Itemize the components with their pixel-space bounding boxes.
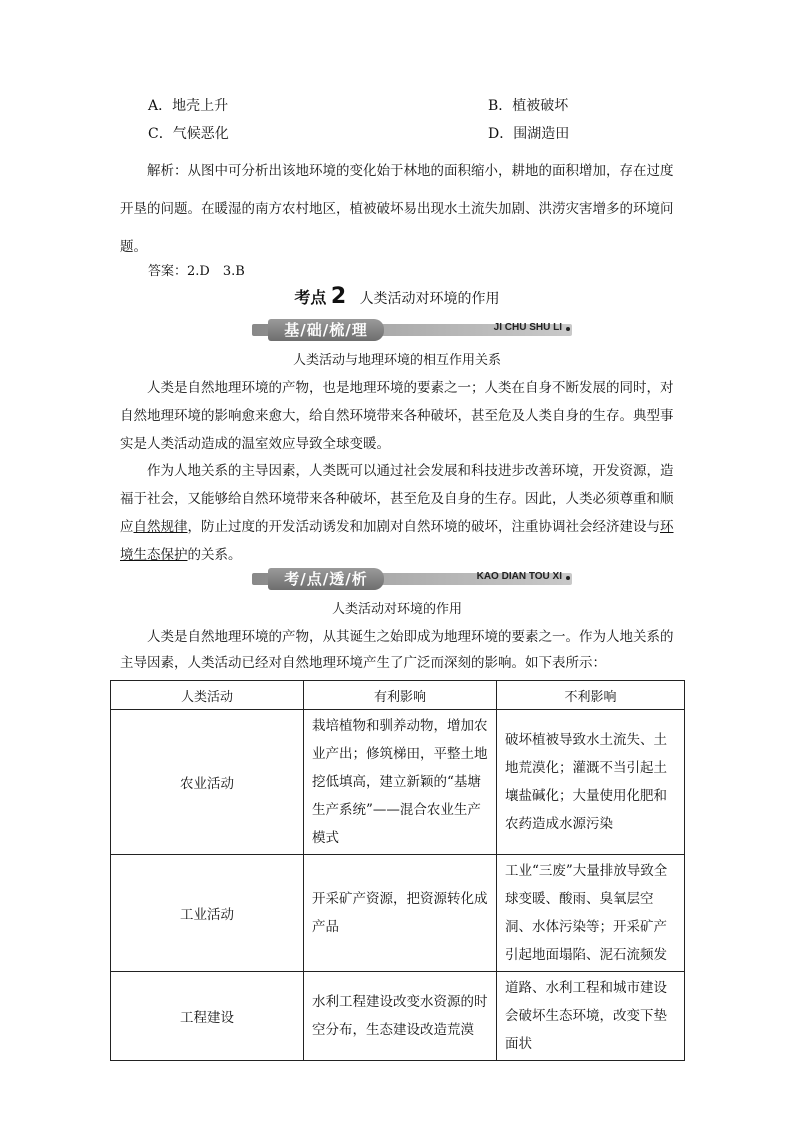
- banner-dot-icon: [566, 327, 570, 331]
- section-heading: [0, 284, 794, 309]
- section-title: 人类活动对环境的作用: [359, 291, 500, 307]
- table-cell-good: 开采矿产资源，把资源转化成产品: [304, 855, 497, 972]
- banner-analysis: [252, 568, 572, 590]
- subtitle-analysis: 人类活动对环境的作用: [331, 602, 462, 617]
- text-span: 的关系。: [187, 547, 242, 563]
- table-cell-good: 水利工程建设改变水资源的时空分布，生态建设改造荒漠: [304, 972, 497, 1061]
- option-a: A．地壳上升: [148, 98, 229, 114]
- banner-label: 基/础/梳/理: [268, 319, 384, 341]
- table-cell-activity: 工业活动: [111, 855, 304, 972]
- option-b: B．植被破坏: [488, 98, 569, 114]
- table-header: 不利影响: [497, 681, 685, 710]
- table-cell-activity: 工程建设: [111, 972, 304, 1061]
- table-row: [111, 972, 685, 1061]
- banner-english: JI CHU SHU LI: [493, 322, 562, 333]
- text-span: 作为人地关系的主导因素，人类既可以通过社会发展和科技进步改善环境，开发资源，造福于社会，又能够给自然环境带来各种破坏，甚至危及自身的生存。因此，人类必须尊重和顺应: [120, 463, 674, 535]
- banner-dot-icon: [566, 576, 570, 580]
- analysis-paragraph: 解析：从图中可分析出该地环境的变化始于林地的面积缩小，耕地的面积增加，存在过度开垦的问题。在暖湿的南方农村地区，植被破坏易出现水土流失加剧、洪涝灾害增多的环境问题。: [120, 163, 674, 255]
- underlined-term: 环境生态保护: [120, 519, 674, 563]
- underlined-term: 自然规律: [133, 519, 188, 535]
- table-cell-bad: 道路、水利工程和城市建设会破坏生态环境，改变下垫面状: [497, 972, 685, 1061]
- option-d: D．围湖造田: [488, 126, 570, 142]
- table-row: [111, 710, 685, 855]
- answer-line: 答案：2.D 3.B: [148, 264, 245, 279]
- table-cell-activity: 农业活动: [111, 710, 304, 855]
- table-header-row: [111, 681, 685, 710]
- banner-label: 考/点/透/析: [268, 568, 384, 590]
- option-c: C．气候恶化: [148, 126, 229, 142]
- section-number: 2: [330, 284, 347, 309]
- text-span: ，防止过度的开发活动诱发和加剧对自然环境的破坏，注重协调社会经济建设与: [187, 519, 660, 535]
- table-row: [111, 855, 685, 972]
- table-header: 有利影响: [304, 681, 497, 710]
- table-cell-bad: 工业“三废”大量排放导致全球变暖、酸雨、臭氧层空洞、水体污染等；开采矿产引起地面塌陷、泥石流频发: [497, 855, 685, 972]
- section-prefix: 考点: [294, 288, 327, 307]
- table-cell-good: 栽培植物和驯养动物，增加农业产出；修筑梯田，平整土地挖低填高，建立新颖的“基塘生产系统”——混合农业生产模式: [304, 710, 497, 855]
- table-header: 人类活动: [111, 681, 304, 710]
- banner-english: KAO DIAN TOU XI: [476, 571, 562, 582]
- impact-table: [110, 680, 685, 1061]
- banner-basics: [252, 319, 572, 341]
- subtitle-basics: 人类活动与地理环境的相互作用关系: [292, 353, 501, 368]
- table-cell-bad: 破坏植被导致水土流失、土地荒漠化；灌溉不当引起土壤盐碱化；大量使用化肥和农药造成水源污染: [497, 710, 685, 855]
- paragraph-basics-2: [120, 457, 680, 569]
- paragraph-basics-1: 人类是自然地理环境的产物，也是地理环境的要素之一；人类在自身不断发展的同时，对自然地理环境的影响愈来愈大，给自然环境带来各种破坏，甚至危及人类自身的生存。典型事实是人类活动造成的温室效应导致全球变暖。: [120, 380, 674, 452]
- paragraph-analysis: 人类是自然地理环境的产物，从其诞生之始即成为地理环境的要素之一。作为人地关系的主导因素，人类活动已经对自然地理环境产生了广泛而深刻的影响。如下表所示：: [120, 629, 674, 671]
